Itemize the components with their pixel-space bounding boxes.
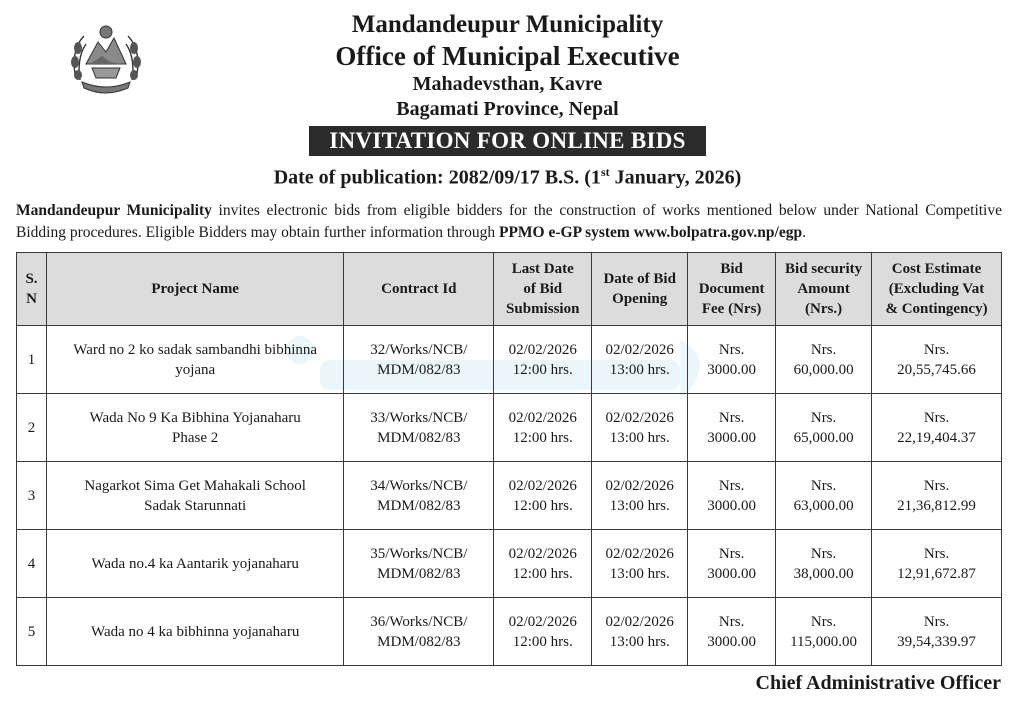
cell-cost-estimate: Nrs. 39,54,339.97 xyxy=(872,598,1002,666)
cell-document-fee: Nrs. 3000.00 xyxy=(688,394,776,462)
cell-last-date: 02/02/2026 12:00 hrs. xyxy=(494,462,592,530)
cell-opening-date: 02/02/2026 13:00 hrs. xyxy=(592,530,688,598)
header-project-name: Project Name xyxy=(46,253,343,326)
cell-sn: 2 xyxy=(17,394,47,462)
cell-bid-security: Nrs. 38,000.00 xyxy=(776,530,872,598)
table-row xyxy=(17,462,1002,530)
cell-bid-security: Nrs. 63,000.00 xyxy=(776,462,872,530)
cell-sn: 5 xyxy=(17,598,47,666)
notice-title-banner: INVITATION FOR ONLINE BIDS xyxy=(309,126,705,156)
table-row xyxy=(17,394,1002,462)
cell-last-date: 02/02/2026 12:00 hrs. xyxy=(494,394,592,462)
cell-opening-date: 02/02/2026 13:00 hrs. xyxy=(592,598,688,666)
letterhead xyxy=(0,10,1015,192)
cell-document-fee: Nrs. 3000.00 xyxy=(688,462,776,530)
cell-contract-id: 35/Works/NCB/ MDM/082/83 xyxy=(344,530,494,598)
table-row xyxy=(17,326,1002,394)
cell-cost-estimate: Nrs. 12,91,672.87 xyxy=(872,530,1002,598)
cell-contract-id: 34/Works/NCB/ MDM/082/83 xyxy=(344,462,494,530)
municipality-name: Mandandeupur Municipality xyxy=(351,11,664,38)
cell-bid-security: Nrs. 65,000.00 xyxy=(776,394,872,462)
cell-opening-date: 02/02/2026 13:00 hrs. xyxy=(592,394,688,462)
table-row xyxy=(17,598,1002,666)
cell-bid-security: Nrs. 115,000.00 xyxy=(776,598,872,666)
header-cost-estimate: Cost Estimate (Excluding Vat & Contingency) xyxy=(872,253,1002,326)
cell-cost-estimate: Nrs. 21,36,812.99 xyxy=(872,462,1002,530)
cell-sn: 3 xyxy=(17,462,47,530)
cell-project-name: Ward no 2 ko sadak sambandhi bibhinna yojana xyxy=(46,326,343,394)
cell-cost-estimate: Nrs. 20,55,745.66 xyxy=(872,326,1002,394)
cell-contract-id: 36/Works/NCB/ MDM/082/83 xyxy=(344,598,494,666)
province-country: Bagamati Province, Nepal xyxy=(396,98,619,120)
cell-project-name: Wada no 4 ka bibhinna yojanaharu xyxy=(46,598,343,666)
header-document-fee: Bid Document Fee (Nrs) xyxy=(688,253,776,326)
bids-table xyxy=(16,252,1002,666)
cell-project-name: Wada No 9 Ka Bibhina Yojanaharu Phase 2 xyxy=(46,394,343,462)
header-bid-security: Bid security Amount (Nrs.) xyxy=(776,253,872,326)
table-header-row xyxy=(17,253,1002,326)
cell-sn: 1 xyxy=(17,326,47,394)
cell-opening-date: 02/02/2026 13:00 hrs. xyxy=(592,326,688,394)
intro-paragraph: Mandandeupur Municipality invites electronic bids from eligible bidders for the construction of works mentioned below under National Competitive Bidding procedures. Eligible Bidders may obtain further information through PPMO e-GP system www.bolpatra.gov.np/egp. xyxy=(16,202,1002,241)
cell-document-fee: Nrs. 3000.00 xyxy=(688,326,776,394)
cell-last-date: 02/02/2026 12:00 hrs. xyxy=(494,326,592,394)
cell-project-name: Wada no.4 ka Aantarik yojanaharu xyxy=(46,530,343,598)
cell-document-fee: Nrs. 3000.00 xyxy=(688,530,776,598)
cell-sn: 4 xyxy=(17,530,47,598)
office-location: Mahadevsthan, Kavre xyxy=(412,73,603,95)
cell-cost-estimate: Nrs. 22,19,404.37 xyxy=(872,394,1002,462)
cell-document-fee: Nrs. 3000.00 xyxy=(688,598,776,666)
cell-last-date: 02/02/2026 12:00 hrs. xyxy=(494,530,592,598)
cell-contract-id: 32/Works/NCB/ MDM/082/83 xyxy=(344,326,494,394)
publication-date: Date of publication: 2082/09/17 B.S. (1st January, 2026) xyxy=(273,165,742,189)
table-row xyxy=(17,530,1002,598)
header-sn: S. N xyxy=(17,253,47,326)
cell-opening-date: 02/02/2026 13:00 hrs. xyxy=(592,462,688,530)
header-last-date: Last Date of Bid Submission xyxy=(494,253,592,326)
signatory-title: Chief Administrative Officer xyxy=(755,672,1001,694)
cell-contract-id: 33/Works/NCB/ MDM/082/83 xyxy=(344,394,494,462)
office-name: Office of Municipal Executive xyxy=(335,41,680,71)
cell-project-name: Nagarkot Sima Get Mahakali School Sadak Starunnati xyxy=(46,462,343,530)
cell-bid-security: Nrs. 60,000.00 xyxy=(776,326,872,394)
header-contract-id: Contract Id xyxy=(344,253,494,326)
cell-last-date: 02/02/2026 12:00 hrs. xyxy=(494,598,592,666)
header-opening-date: Date of Bid Opening xyxy=(592,253,688,326)
